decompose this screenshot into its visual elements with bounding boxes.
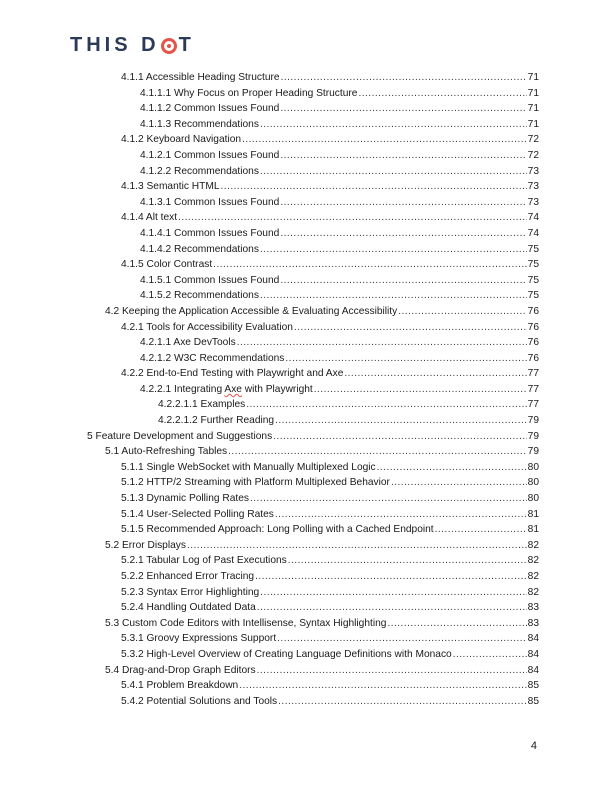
toc-dot-leader xyxy=(280,101,526,117)
toc-entry-page: 75 xyxy=(527,290,539,302)
toc-dot-leader xyxy=(260,585,526,601)
toc-entry-page: 82 xyxy=(527,571,539,582)
toc-entry[interactable] xyxy=(0,164,539,180)
toc-dot-leader xyxy=(273,429,526,445)
toc-entry[interactable] xyxy=(0,616,539,632)
toc-dot-leader xyxy=(435,522,527,538)
toc-entry-title: 4.1.2 Keyboard Navigation xyxy=(121,134,242,146)
toc-entry[interactable] xyxy=(0,195,539,211)
toc-dot-leader xyxy=(187,538,527,554)
toc-dot-leader xyxy=(213,257,526,273)
toc-entry[interactable] xyxy=(0,507,539,523)
toc-dot-leader xyxy=(344,366,526,382)
toc-dot-leader xyxy=(221,179,527,195)
toc-entry[interactable] xyxy=(0,538,539,554)
table-of-contents xyxy=(0,70,607,709)
toc-dot-leader xyxy=(246,397,526,413)
toc-entry-page: 72 xyxy=(527,134,539,146)
toc-entry[interactable] xyxy=(0,647,539,663)
toc-entry-title: 5.3 Custom Code Editors with Intellisense, Syntax Highlighting xyxy=(105,617,387,629)
toc-entry-title: 5.2.4 Handling Outdated Data xyxy=(121,602,256,614)
toc-entry[interactable] xyxy=(0,366,539,382)
toc-entry-title: 5.1 Auto-Refreshing Tables xyxy=(105,446,228,458)
toc-entry-title: 5.2.1 Tabular Log of Past Executions xyxy=(121,555,287,567)
toc-dot-leader xyxy=(228,444,527,460)
toc-entry-page: 76 xyxy=(527,305,539,317)
toc-entry-page: 75 xyxy=(527,274,539,286)
toc-entry-page: 79 xyxy=(527,415,539,427)
toc-entry-title: 4.2.2 End-to-End Testing with Playwright and Axe xyxy=(121,368,344,380)
toc-entry[interactable] xyxy=(0,429,539,445)
toc-entry-title: 4.2.2.1.2 Further Reading xyxy=(158,415,275,427)
toc-entry-page: 73 xyxy=(527,165,539,177)
toc-entry-title: 5.4 Drag-and-Drop Graph Editors xyxy=(105,664,256,676)
toc-entry-page: 77 xyxy=(527,368,539,380)
toc-dot-leader xyxy=(275,413,527,429)
toc-entry-title: 5.2 Error Displays xyxy=(105,539,186,551)
toc-dot-leader xyxy=(237,335,527,351)
toc-dot-leader xyxy=(314,382,527,398)
toc-entry-page: 71 xyxy=(527,103,539,115)
toc-entry-title: 4.1.4 Alt text xyxy=(121,212,178,224)
toc-entry[interactable] xyxy=(0,117,539,133)
toc-dot-leader xyxy=(358,86,526,102)
toc-entry-page: 79 xyxy=(527,446,539,458)
toc-entry[interactable] xyxy=(0,631,539,647)
toc-entry-title: 4.1.1.3 Recommendations xyxy=(140,118,259,130)
toc-entry-page: 77 xyxy=(527,399,539,411)
toc-entry-title: 4.2.1.2 W3C Recommendations xyxy=(140,352,285,364)
toc-entry-title: 5.1.5 Recommended Approach: Long Polling with a Cached Endpoint xyxy=(121,524,434,536)
toc-dot-leader xyxy=(387,616,526,632)
toc-entry-page: 76 xyxy=(527,352,539,364)
toc-entry-title: 4.1.5.1 Common Issues Found xyxy=(140,274,280,286)
toc-entry-title: 5.2.3 Syntax Error Highlighting xyxy=(121,586,260,598)
logo-text-right: T xyxy=(178,34,195,56)
toc-dot-leader xyxy=(377,460,527,476)
toc-entry-page: 77 xyxy=(527,383,539,395)
toc-entry-page: 83 xyxy=(527,617,539,629)
toc-entry[interactable] xyxy=(0,663,539,679)
toc-entry[interactable] xyxy=(0,569,539,585)
toc-entry-page: 82 xyxy=(527,555,539,567)
toc-entry-page: 83 xyxy=(527,602,539,614)
toc-entry-title: 5.1.1 Single WebSocket with Manually Multiplexed Logic xyxy=(121,461,376,473)
toc-entry-page: 74 xyxy=(527,227,539,239)
toc-entry-title: 4.1.5.2 Recommendations xyxy=(140,290,259,302)
logo-text-left: THIS D xyxy=(70,34,160,56)
toc-dot-leader xyxy=(391,475,527,491)
toc-entry-title: 5.3.1 Groovy Expressions Support xyxy=(121,633,277,645)
toc-entry-title: 5 Feature Development and Suggestions xyxy=(87,430,273,442)
toc-entry-page: 82 xyxy=(527,539,539,551)
toc-dot-leader xyxy=(280,273,526,289)
toc-dot-leader xyxy=(288,553,527,569)
toc-entry-page: 85 xyxy=(527,695,539,707)
toc-entry-title: 4.1.3.1 Common Issues Found xyxy=(140,196,280,208)
toc-dot-leader xyxy=(178,210,527,226)
toc-dot-leader xyxy=(242,132,527,148)
toc-entry[interactable] xyxy=(0,226,539,242)
toc-entry-page: 84 xyxy=(527,648,539,660)
toc-entry-page: 85 xyxy=(527,680,539,692)
toc-entry[interactable] xyxy=(0,413,539,429)
toc-entry-title: 5.1.4 User-Selected Polling Rates xyxy=(121,508,274,520)
toc-entry[interactable] xyxy=(0,86,539,102)
toc-entry-page: 80 xyxy=(527,477,539,489)
toc-entry-title: 4.1.4.2 Recommendations xyxy=(140,243,259,255)
toc-entry-title: 5.3.2 High-Level Overview of Creating Language Definitions with Monaco xyxy=(121,648,452,660)
toc-dot-leader xyxy=(257,663,527,679)
toc-entry-title: 4.1.5 Color Contrast xyxy=(121,259,213,271)
toc-entry[interactable] xyxy=(0,491,539,507)
toc-entry-page: 81 xyxy=(527,524,539,536)
toc-entry-title: 4.1.2.1 Common Issues Found xyxy=(140,149,280,161)
toc-entry-page: 80 xyxy=(527,461,539,473)
toc-dot-leader xyxy=(277,631,527,647)
toc-entry[interactable] xyxy=(0,101,539,117)
toc-entry[interactable] xyxy=(0,678,539,694)
toc-entry-title: 4.1.2.2 Recommendations xyxy=(140,165,259,177)
page-number: 4 xyxy=(530,740,537,752)
toc-entry[interactable] xyxy=(0,242,539,258)
toc-dot-leader xyxy=(281,70,527,86)
toc-entry-page: 75 xyxy=(527,259,539,271)
toc-entry[interactable] xyxy=(0,522,539,538)
toc-dot-leader xyxy=(260,164,527,180)
toc-entry[interactable] xyxy=(0,335,539,351)
toc-entry-page: 73 xyxy=(527,181,539,193)
toc-entry-title: 4.1.1.2 Common Issues Found xyxy=(140,103,280,115)
toc-entry-title: 4.1.3 Semantic HTML xyxy=(121,181,220,193)
toc-entry[interactable] xyxy=(0,351,539,367)
toc-entry-title: 5.4.2 Potential Solutions and Tools xyxy=(121,695,278,707)
toc-entry-title: 4.1.4.1 Common Issues Found xyxy=(140,227,280,239)
toc-entry-page: 84 xyxy=(527,664,539,676)
toc-dot-leader xyxy=(250,491,527,507)
toc-entry[interactable] xyxy=(0,257,539,273)
toc-entry[interactable] xyxy=(0,694,539,710)
toc-entry[interactable] xyxy=(0,600,539,616)
toc-dot-leader xyxy=(257,600,527,616)
toc-entry-title: 4.2.2.1 Integrating Axe with Playwright xyxy=(140,383,313,395)
toc-entry-page: 71 xyxy=(527,118,539,130)
toc-dot-leader xyxy=(260,242,527,258)
toc-entry-title: 4.2.2.1.1 Examples xyxy=(158,399,246,411)
toc-entry-page: 84 xyxy=(527,633,539,645)
toc-dot-leader xyxy=(260,117,527,133)
toc-entry-page: 71 xyxy=(527,72,539,83)
toc-entry[interactable] xyxy=(0,304,539,320)
toc-entry[interactable] xyxy=(0,460,539,476)
toc-dot-leader xyxy=(278,694,527,710)
toc-entry-page: 82 xyxy=(527,586,539,598)
toc-entry[interactable] xyxy=(0,179,539,195)
toc-entry-page: 75 xyxy=(527,243,539,255)
toc-dot-leader xyxy=(260,288,527,304)
toc-entry[interactable] xyxy=(0,397,539,413)
toc-dot-leader xyxy=(275,507,527,523)
toc-entry[interactable] xyxy=(0,210,539,226)
toc-dot-leader xyxy=(453,647,527,663)
toc-entry-page: 71 xyxy=(527,87,539,99)
toc-dot-leader xyxy=(239,678,526,694)
toc-entry-page: 81 xyxy=(527,508,539,520)
toc-entry-page: 72 xyxy=(527,149,539,161)
toc-entry-title: 4.2.1 Tools for Accessibility Evaluation xyxy=(121,321,293,333)
toc-entry-page: 79 xyxy=(527,430,539,442)
toc-entry-page: 74 xyxy=(527,212,539,224)
toc-dot-leader xyxy=(294,320,527,336)
toc-entry-title: 4.2 Keeping the Application Accessible & Evaluating Accessibility xyxy=(105,305,398,317)
toc-entry-title: 5.1.2 HTTP/2 Streaming with Platform Multiplexed Behavior xyxy=(121,477,390,489)
toc-dot-leader xyxy=(280,148,526,164)
toc-dot-leader xyxy=(255,569,527,585)
toc-entry[interactable] xyxy=(0,70,539,86)
toc-entry-page: 73 xyxy=(527,196,539,208)
toc-dot-leader xyxy=(280,195,526,211)
toc-entry[interactable] xyxy=(0,273,539,289)
toc-entry[interactable] xyxy=(0,288,539,304)
toc-entry-title: 5.2.2 Enhanced Error Tracing xyxy=(121,571,255,582)
toc-entry-title: 4.2.1.1 Axe DevTools xyxy=(140,337,236,349)
toc-entry[interactable] xyxy=(0,553,539,569)
toc-entry[interactable] xyxy=(0,148,539,164)
toc-entry[interactable] xyxy=(0,382,539,398)
toc-entry[interactable] xyxy=(0,132,539,148)
toc-entry-page: 76 xyxy=(527,337,539,349)
toc-dot-leader xyxy=(285,351,526,367)
toc-entry-title: 4.1.1 Accessible Heading Structure xyxy=(121,72,280,83)
toc-entry-title: 4.1.1.1 Why Focus on Proper Heading Structure xyxy=(140,87,358,99)
toc-entry-title: 5.4.1 Problem Breakdown xyxy=(121,680,239,692)
toc-entry[interactable] xyxy=(0,585,539,601)
toc-entry-page: 80 xyxy=(527,493,539,505)
toc-entry[interactable] xyxy=(0,444,539,460)
toc-entry[interactable] xyxy=(0,320,539,336)
logo-target-icon xyxy=(161,38,177,54)
toc-dot-leader xyxy=(398,304,526,320)
toc-entry-page: 76 xyxy=(527,321,539,333)
brand-logo xyxy=(70,34,195,57)
toc-dot-leader xyxy=(280,226,526,242)
toc-entry-title: 5.1.3 Dynamic Polling Rates xyxy=(121,493,249,505)
toc-entry[interactable] xyxy=(0,475,539,491)
